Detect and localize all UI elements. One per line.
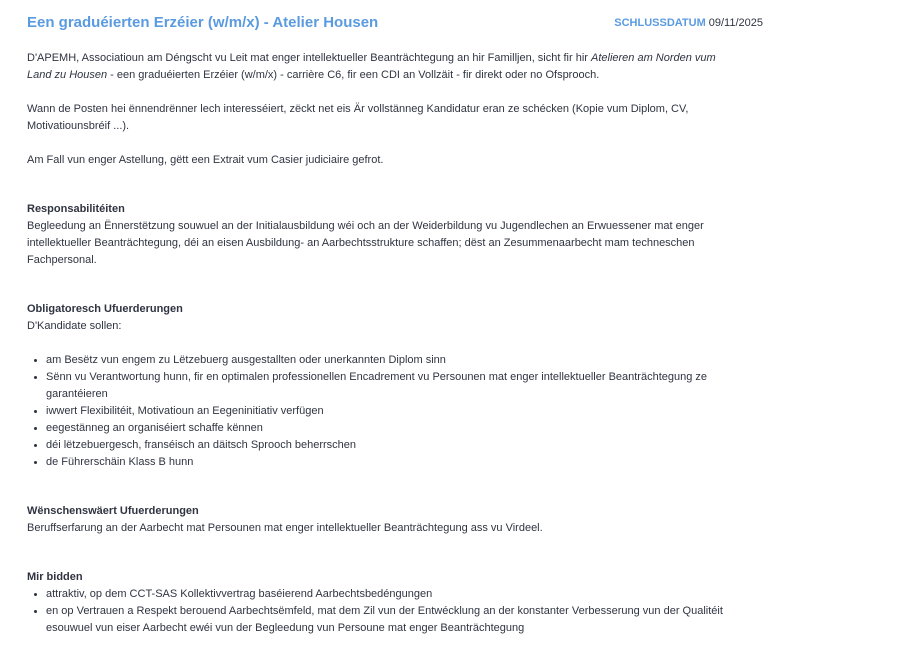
deadline: [614, 15, 763, 31]
casier-paragraph: Am Fall vun enger Astellung, gëtt een Extrait vum Casier judiciaire gefrot.: [27, 154, 384, 166]
intro-location: Atelieren am Norden vum Land zu Housen: [27, 52, 716, 81]
intro-text-end: - een graduéierten Erzéier (w/m/x) - carrière C6, fir een CDI an Vollzäit - fir direkt oder no Ofsprooch.: [107, 69, 600, 81]
list-item: • en op Vertrauen a Respekt berouend Aarbechtsëmfeld, mat dem Zil vun der Entwécklung an der konstanter Verbesserung vun der Qualitéit esouwuel vun eiser Aarbecht ewéi vun der Begleedung vun Persoune mat enger Beanträchtegung: [46, 603, 742, 637]
requirements-heading: Obligatoresch Ufuerderungen: [27, 303, 183, 315]
intro-paragraph: [27, 50, 742, 84]
offer-list: [27, 586, 742, 637]
offer-heading: Mir bidden: [27, 571, 83, 583]
job-header: [27, 12, 767, 34]
requirements-intro: D'Kandidate sollen:: [27, 320, 122, 332]
application-paragraph: Wann de Posten hei ënnendrënner lech interesséiert, zëckt net eis Är vollstänneg Kandidatur eran ze schécken (Kopie vum Diplom, CV, Motivatiounsbréif ...).: [27, 103, 689, 132]
deadline-label: SCHLUSSDATUM: [614, 17, 706, 29]
list-item: • de Führerschäin Klass B hunn: [46, 454, 742, 471]
job-title: Een graduéierten Erzéier (w/m/x) - Atelier Housen: [27, 14, 379, 31]
deadline-value: 09/11/2025: [708, 17, 763, 29]
list-item: • déi lëtzebuergesch, franséisch an däitsch Sprooch beherrschen: [46, 437, 742, 454]
wishes-text: Beruffserfarung an der Aarbecht mat Persounen mat enger intellektueller Beanträchtegung ass vu Virdeel.: [27, 522, 543, 534]
list-item: • Sënn vu Verantwortung hunn, fir en optimalen professionellen Encadrement vu Persounen mat enger intellektueller Beanträchtegung ze garantéieren: [46, 369, 742, 403]
list-item: • am Besëtz vun engem zu Lëtzebuerg ausgestallten oder unerkannten Diplom sinn: [46, 352, 742, 369]
responsibilities-text: Begleedung an Ënnerstëtzung souwuel an der Initialausbildung wéi och an der Weiderbildung vu Jugendlechen an Erwuessener mat enger intellektueller Beanträchtegung, déi an eisen Ausbildung- an Aarbechtsstrukture schaffen; dëst an Zesummenaarbecht mam techneschen Fachpersonal.: [27, 220, 704, 266]
list-item: • attraktiv, op dem CCT-SAS Kollektivvertrag baséierend Aarbechtsbedéngungen: [46, 586, 742, 603]
list-item: • eegestänneg an organiséiert schaffe kënnen: [46, 420, 742, 437]
responsibilities-heading: Responsabilitéiten: [27, 203, 125, 215]
intro-text-start: D'APEMH, Associatioun am Déngscht vu Leit mat enger intellektueller Beanträchtegung an hir Familljen, sicht fir hir: [27, 52, 591, 64]
job-description: [27, 50, 742, 637]
list-item: • iwwert Flexibilitéit, Motivatioun an Eegeninitiativ verfügen: [46, 403, 742, 420]
requirements-list: [27, 352, 742, 471]
wishes-heading: Wënschenswäert Ufuerderungen: [27, 505, 199, 517]
